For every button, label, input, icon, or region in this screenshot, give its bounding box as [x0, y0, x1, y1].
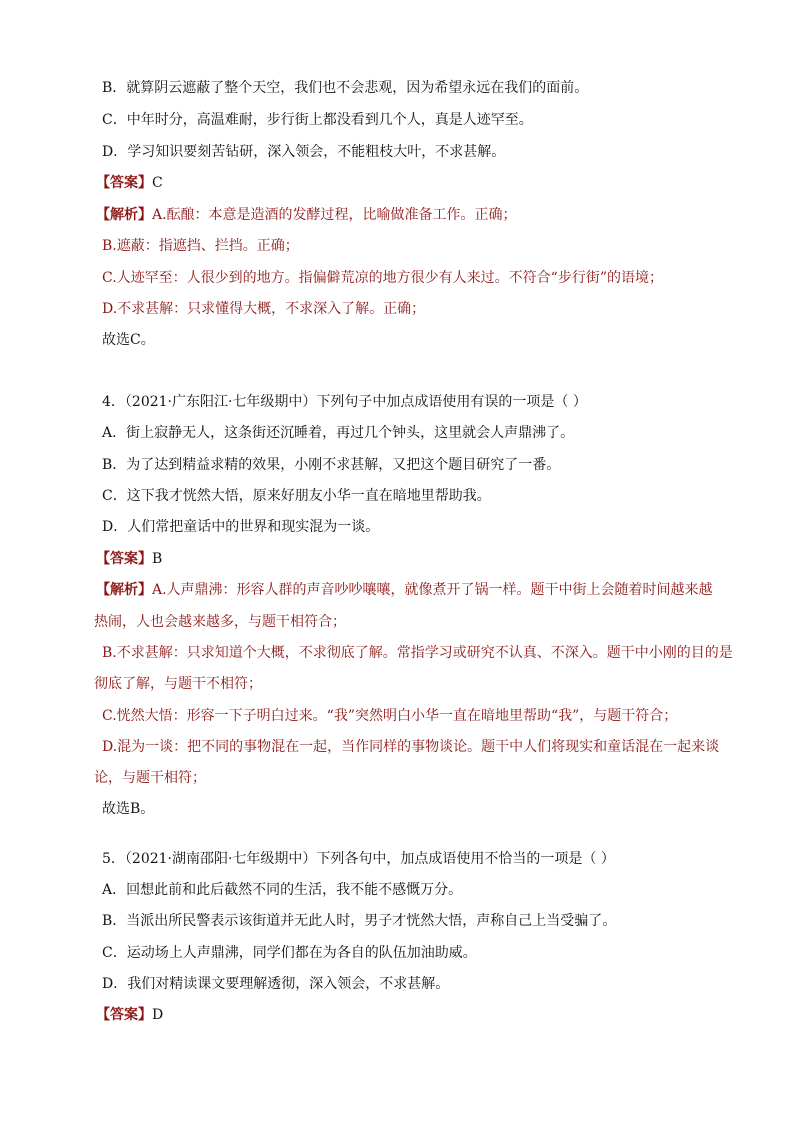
- q4-analysis-c: C.恍然大悟：形容一下子明白过来。“我”突然明白小华一直在暗地里帮助“我”，与题干符合；: [102, 708, 678, 724]
- q5-option-d: D．我们对精读课文要理解透彻，深入领会，不求甚解。: [102, 976, 450, 992]
- q3-option-b: B．就算阴云遮蔽了整个天空，我们也不会悲观，因为希望永远在我们的面前。: [102, 80, 589, 96]
- q3-analysis-a: [96, 205, 517, 225]
- q5-option-a: A．回想此前和此后截然不同的生活，我不能不感慨万分。: [102, 882, 463, 898]
- q4-analysis-a-line1: [96, 580, 713, 600]
- answer-value: D: [152, 1007, 164, 1023]
- q3-option-d: D．学习知识要刻苦钻研，深入领会，不能粗枝大叶，不求甚解。: [102, 144, 506, 160]
- q4-analysis-a-line2: 热闹，人也会越来越多，与题干相符合；: [94, 614, 346, 630]
- q3-analysis-b: B.遮蔽：指遮挡、拦挡。正确；: [102, 238, 299, 254]
- q3-analysis-d: D.不求甚解：只求懂得大概，不求深入了解。正确；: [102, 301, 426, 317]
- q5-option-c: C．运动场上人声鼎沸，同学们都在为各自的队伍加油助威。: [102, 945, 477, 961]
- answer-value: C: [152, 175, 163, 191]
- q4-answer: [96, 549, 162, 569]
- q4-analysis-d-line1: D.混为一谈：把不同的事物混在一起，当作同样的事物谈论。题干中人们将现实和童话混在一起来谈: [102, 739, 720, 755]
- q5-stem: 5．（2021·湖南邵阳·七年级期中）下列各句中，加点成语使用不恰当的一项是（ ）: [102, 851, 615, 867]
- q3-answer: [96, 173, 163, 193]
- analysis-tag: 【解析】: [96, 582, 152, 598]
- q4-option-c: C．这下我才恍然大悟，原来好朋友小华一直在暗地里帮助我。: [102, 488, 491, 504]
- q5-answer: [96, 1005, 163, 1025]
- answer-tag: 【答案】: [96, 551, 152, 567]
- analysis-text: A.人声鼎沸：形容人群的声音吵吵嚷嚷，就像煮开了锅一样。题干中街上会随着时间越来越: [152, 582, 713, 598]
- q4-analysis-b-line1: B.不求甚解：只求知道个大概，不求彻底了解。常指学习或研究不认真、不深入。题干中小刚的目的是: [102, 645, 733, 661]
- q4-option-d: D．人们常把童话中的世界和现实混为一谈。: [102, 519, 380, 535]
- q5-option-b: B．当派出所民警表示该街道并无此人时，男子才恍然大悟，声称自己上当受骗了。: [102, 913, 617, 929]
- q4-analysis-d-line2: 论，与题干相符；: [94, 770, 206, 786]
- q3-conclusion: 故选C。: [102, 332, 155, 348]
- q4-option-a: A．街上寂静无人，这条街还沉睡着，再过几个钟头，这里就会人声鼎沸了。: [102, 425, 575, 441]
- q4-option-b: B．为了达到精益求精的效果，小刚不求甚解，又把这个题目研究了一番。: [102, 457, 561, 473]
- q4-analysis-b-line2: 彻底了解，与题干不相符；: [94, 676, 262, 692]
- q3-analysis-c: C.人迹罕至：人很少到的地方。指偏僻荒凉的地方很少有人来过。不符合“步行街”的语境；: [102, 270, 663, 286]
- q3-option-c: C．中年时分，高温难耐，步行街上都没看到几个人，真是人迹罕至。: [102, 112, 533, 128]
- answer-tag: 【答案】: [96, 1007, 152, 1023]
- answer-value: B: [152, 551, 163, 567]
- analysis-text: A.酝酿：本意是造酒的发酵过程，比喻做准备工作。正确；: [152, 207, 517, 223]
- analysis-tag: 【解析】: [96, 207, 152, 223]
- q4-conclusion: 故选B。: [102, 801, 155, 817]
- answer-tag: 【答案】: [96, 175, 152, 191]
- q4-stem: 4．（2021·广东阳江·七年级期中）下列句子中加点成语使用有误的一项是（ ）: [102, 394, 587, 410]
